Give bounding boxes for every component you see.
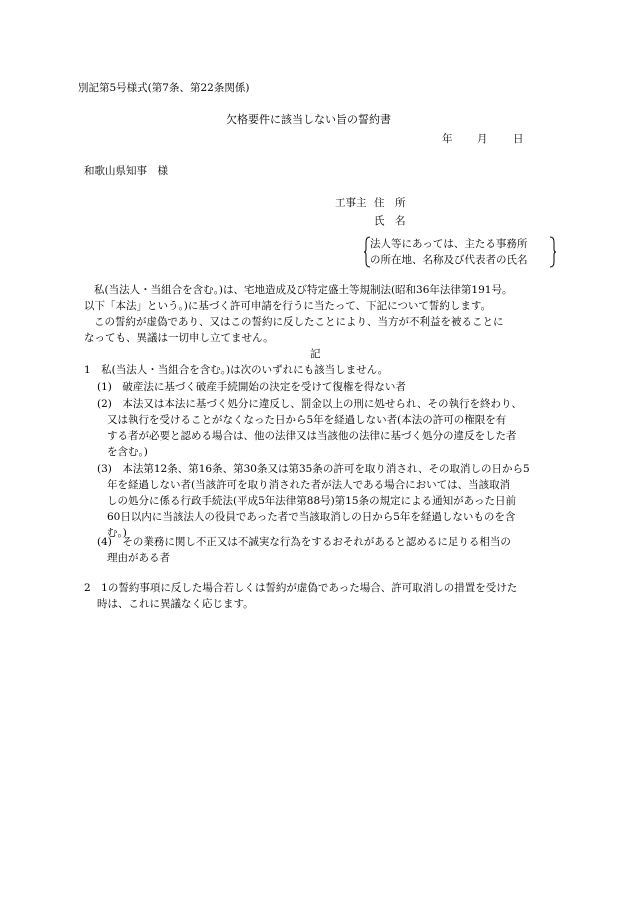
addressee: 和歌山県知事 様	[84, 165, 168, 177]
sub-item-4-line2: 理由がある者	[107, 552, 170, 564]
sub-item-2-line1: (2) 本法又は本法に基づく処分に違反し、罰金以上の刑に処せられ、その執行を終わり、	[97, 398, 523, 410]
date-year: 年	[442, 133, 453, 145]
form-number: 別記第5号様式(第7条、第22条関係)	[78, 82, 250, 94]
sub-item-3-line4: 60日以内に当該法人の役員であった者で当該取消しの日から5年を経過しないものを含	[107, 511, 516, 523]
name-label: 氏 名	[374, 215, 406, 227]
sub-item-3-line3: しの処分に係る行政手続法(平成5年法律第88号)第15条の規定による通知があった日前	[107, 495, 516, 507]
pledge-para1-line1: 私(当法人・当組合を含む。)は、宅地造成及び特定盛土等規制法(昭和36年法律第191号。	[94, 284, 513, 296]
item1-heading: 1 私(当法人・当組合を含む。)は次のいずれにも該当しません。	[84, 364, 389, 376]
date-day: 日	[513, 133, 524, 145]
sub-item-3-line1: (3) 本法第12条、第16条、第30条又は第35条の許可を取り消され、その取消しの日から5	[97, 463, 530, 475]
date-month: 月	[477, 133, 488, 145]
sub-item-4-line1: (4) その業務に関し不正又は不誠実な行為をするおそれがあると認めるに足りる相当の	[97, 536, 511, 548]
sub-item-2-line4: を含む。)	[107, 446, 148, 458]
item2-line1: 2 1の誓約事項に反した場合若しくは誓約が虚偽であった場合、許可取消しの措置を受けた	[84, 582, 518, 594]
corporate-note-line1: 法人等にあっては、主たる事務所	[370, 238, 528, 250]
sub-item-2-line2: 又は執行を受けることがなくなった日から5年を経過しない者(本法の許可の権限を有	[107, 414, 507, 426]
item2-line2: 時は、これに異議なく応じます。	[97, 598, 254, 610]
pledge-para1-line2: 以下「本法」という。)に基づく許可申請を行うに当たって、下記について誓約します。	[84, 300, 492, 312]
sub-item-3-line2: 年を経過しない者(当該許可を取り消された者が法人である場合においては、当該取消	[107, 479, 511, 491]
corporate-note-line2: の所在地、名称及び代表者の氏名	[370, 254, 528, 266]
pledge-para2-line1: この誓約が虚偽であり、又はこの誓約に反したことにより、当方が不利益を被ることに	[94, 316, 504, 328]
sub-item-2-line3: する者が必要と認める場合は、他の法律又は当該他の法律に基づく処分の違反をした者	[107, 430, 517, 442]
corporate-note-bracket	[364, 236, 556, 268]
pledge-para2-line2: なっても、異議は一切申し立てません。	[84, 332, 274, 344]
ki-heading: 記	[310, 348, 321, 360]
document-title: 欠格要件に該当しない旨の誓約書	[226, 113, 391, 126]
sub-item-1: (1) 破産法に基づく破産手続開始の決定を受けて復権を得ない者	[97, 381, 406, 393]
applicant-role-label: 工事主	[335, 197, 367, 209]
address-label: 住 所	[374, 197, 406, 209]
sub-item-3-line5: む。)	[107, 527, 127, 539]
